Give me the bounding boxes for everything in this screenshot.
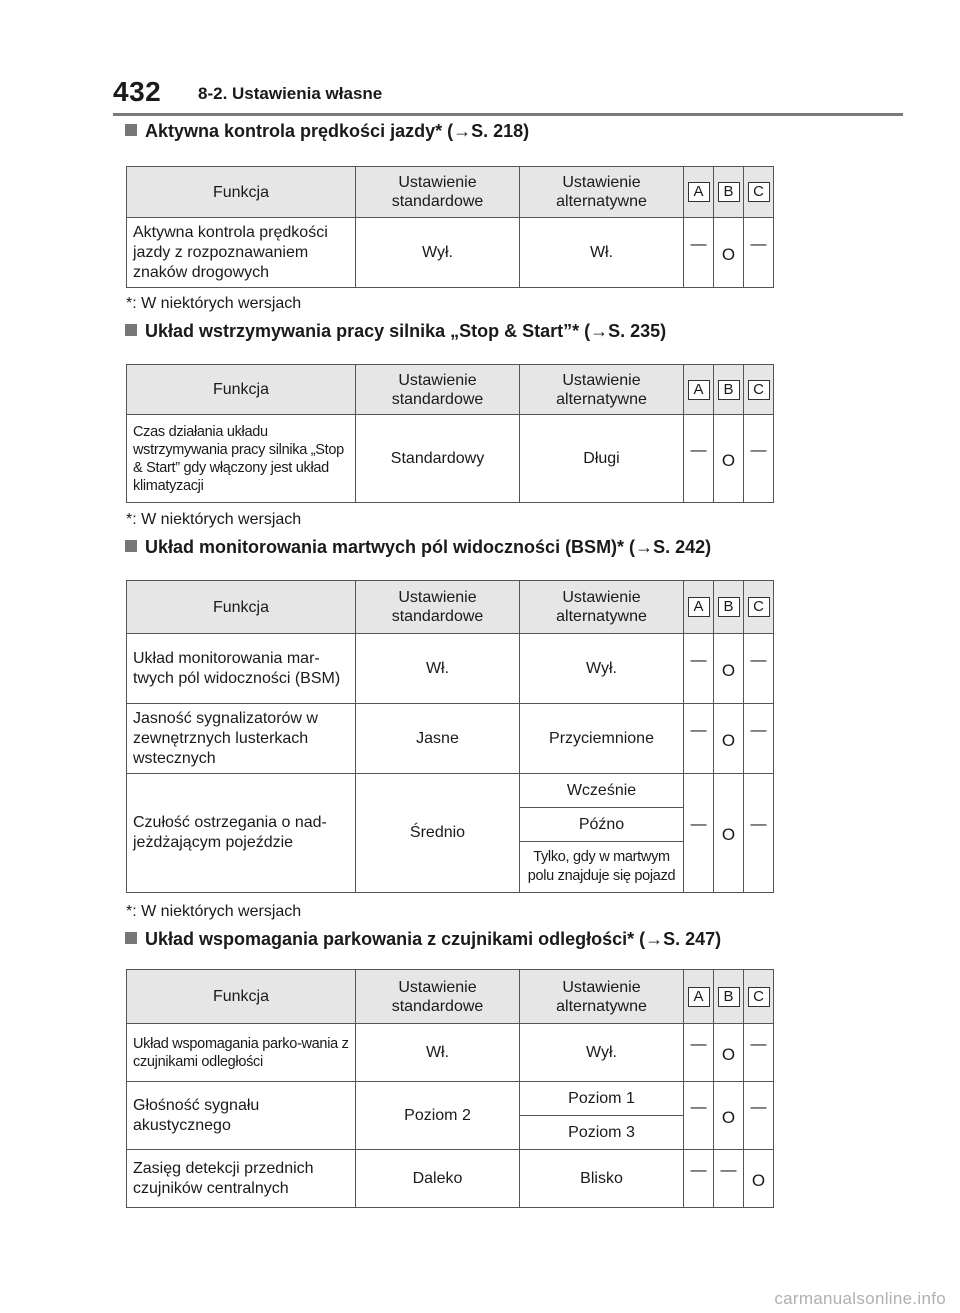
cell-a	[684, 218, 714, 288]
mark: —	[750, 441, 767, 459]
section-parking-sensors	[113, 929, 813, 1197]
abc-box: B	[718, 987, 740, 1007]
standard-cell: Wł.	[356, 1024, 520, 1082]
table-row	[127, 704, 774, 774]
section-bsm	[113, 537, 813, 920]
cell-c	[744, 218, 774, 288]
mark: —	[690, 816, 707, 833]
cell-c	[744, 774, 774, 893]
chapter-title: 8-2. Ustawienia własne	[198, 84, 383, 103]
cell-b	[714, 1082, 744, 1150]
section-title: Układ monitorowania martwych pól widoczności (BSM)* (	[145, 537, 636, 557]
abc-box: A	[688, 182, 710, 202]
cell-a	[684, 1150, 714, 1208]
mark: O	[721, 450, 736, 470]
mark: O	[751, 1170, 766, 1190]
table-header-row	[127, 581, 774, 634]
table-row	[127, 218, 774, 288]
footnote: *: W niektórych wersjach	[126, 903, 302, 920]
cell-a	[684, 704, 714, 774]
cell-a	[684, 1024, 714, 1082]
col-header-alternative: Ustawienie alternatywne	[520, 970, 684, 1024]
function-cell: Aktywna kontrola prędkości jazdy z rozpoznawaniem znaków drogowych	[127, 218, 356, 288]
table-header-row	[127, 970, 774, 1024]
abc-box: C	[748, 597, 770, 617]
col-header-function: Funkcja	[127, 970, 356, 1024]
cell-b	[714, 774, 744, 893]
mark: —	[750, 235, 767, 253]
mark: —	[690, 1161, 707, 1179]
mark: —	[750, 651, 767, 669]
function-cell: Jasność sygnalizatorów w zewnętrznych lusterkach wstecznych	[127, 704, 356, 774]
alternative-option: Tylko, gdy w martwym polu znajduje się pojazd	[520, 842, 684, 893]
alternative-cell: Blisko	[520, 1150, 684, 1208]
col-header-a	[684, 365, 714, 415]
mark: —	[750, 816, 767, 833]
cell-c	[744, 1024, 774, 1082]
abc-box: C	[748, 380, 770, 400]
mark: —	[690, 1035, 707, 1053]
abc-box: C	[748, 987, 770, 1007]
alternative-cell: Przyciemnione	[520, 704, 684, 774]
mark: O	[721, 1044, 736, 1064]
cell-b	[714, 218, 744, 288]
col-header-alternative: Ustawienie alternatywne	[520, 581, 684, 634]
arrow-icon: →	[590, 321, 609, 341]
function-cell: Układ monitorowania mar-twych pól widoczności (BSM)	[127, 634, 356, 704]
section-active-cruise-control	[113, 121, 813, 312]
col-header-function: Funkcja	[127, 365, 356, 415]
cell-a	[684, 774, 714, 893]
square-bullet-icon	[125, 324, 137, 336]
standard-cell: Poziom 2	[356, 1082, 520, 1150]
col-header-standard: Ustawienie standardowe	[356, 167, 520, 218]
mark: —	[750, 1035, 767, 1053]
header-rule	[113, 113, 903, 116]
col-header-a	[684, 970, 714, 1024]
mark: —	[690, 651, 707, 669]
cell-c	[744, 415, 774, 503]
table-header-row	[127, 365, 774, 415]
col-header-standard: Ustawienie standardowe	[356, 581, 520, 634]
arrow-icon: →	[635, 537, 654, 557]
cell-a	[684, 415, 714, 503]
function-cell: Układ wspomagania parko-wania z czujnikami odległości	[127, 1024, 356, 1082]
function-cell: Głośność sygnału akustycznego	[127, 1082, 356, 1150]
table-row	[127, 1150, 774, 1208]
mark: —	[720, 1161, 737, 1179]
cell-c	[744, 1082, 774, 1150]
table-row	[127, 1024, 774, 1082]
cell-b	[714, 1024, 744, 1082]
mark: O	[721, 660, 736, 680]
mark: O	[721, 730, 736, 750]
settings-table	[126, 166, 774, 288]
col-header-b	[714, 970, 744, 1024]
alternative-option: Późno	[520, 808, 684, 842]
cell-b	[714, 634, 744, 704]
table-row	[127, 774, 774, 808]
col-header-function: Funkcja	[127, 167, 356, 218]
page-number: 432	[113, 76, 162, 107]
standard-cell: Daleko	[356, 1150, 520, 1208]
standard-cell: Wył.	[356, 218, 520, 288]
settings-table	[126, 580, 774, 893]
cell-a	[684, 1082, 714, 1150]
col-header-a	[684, 167, 714, 218]
table-row	[127, 634, 774, 704]
page-reference: S. 247)	[663, 929, 722, 949]
mark: O	[721, 825, 736, 844]
table-row	[127, 1082, 774, 1116]
function-cell: Czas działania układu wstrzymywania pracy silnika „Stop & Start” gdy włączony jest układ klimatyzacji	[127, 415, 356, 503]
standard-cell: Średnio	[356, 774, 520, 893]
cell-b	[714, 415, 744, 503]
arrow-icon: →	[453, 121, 472, 141]
settings-table	[126, 969, 774, 1208]
cell-c	[744, 634, 774, 704]
col-header-b	[714, 167, 744, 218]
col-header-c	[744, 970, 774, 1024]
table-header-row	[127, 167, 774, 218]
standard-cell: Wł.	[356, 634, 520, 704]
col-header-c	[744, 167, 774, 218]
cell-c	[744, 704, 774, 774]
function-cell: Czułość ostrzegania o nad-jeżdżającym pojeździe	[127, 774, 356, 893]
abc-box: B	[718, 182, 740, 202]
col-header-function: Funkcja	[127, 581, 356, 634]
page-reference: S. 235)	[608, 321, 667, 341]
table-row	[127, 415, 774, 503]
alternative-cell: Długi	[520, 415, 684, 503]
square-bullet-icon	[125, 932, 137, 944]
page-reference: S. 242)	[653, 537, 712, 557]
alternative-option: Poziom 1	[520, 1082, 684, 1116]
col-header-c	[744, 581, 774, 634]
settings-table	[126, 364, 774, 503]
section-stop-start	[113, 321, 813, 528]
section-heading	[113, 537, 813, 567]
mark: —	[750, 721, 767, 739]
alternative-cell: Wł.	[520, 218, 684, 288]
abc-box: B	[718, 597, 740, 617]
col-header-b	[714, 581, 744, 634]
col-header-standard: Ustawienie standardowe	[356, 365, 520, 415]
col-header-alternative: Ustawienie alternatywne	[520, 365, 684, 415]
col-header-a	[684, 581, 714, 634]
cell-a	[684, 634, 714, 704]
section-title: Układ wspomagania parkowania z czujnikami odległości* (	[145, 929, 646, 949]
alternative-cell: Wył.	[520, 634, 684, 704]
mark: O	[721, 244, 736, 264]
mark: —	[690, 721, 707, 739]
footnote: *: W niektórych wersjach	[126, 511, 302, 528]
arrow-icon: →	[645, 929, 664, 949]
mark: —	[690, 441, 707, 459]
square-bullet-icon	[125, 124, 137, 136]
watermark: carmanualsonline.info	[774, 1289, 946, 1308]
page-reference: S. 218)	[471, 121, 530, 141]
section-heading	[113, 929, 813, 959]
col-header-c	[744, 365, 774, 415]
mark: —	[750, 1098, 767, 1116]
col-header-b	[714, 365, 744, 415]
section-title: Układ wstrzymywania pracy silnika „Stop & Start”* (	[145, 321, 591, 341]
section-heading	[113, 121, 813, 151]
col-header-alternative: Ustawienie alternatywne	[520, 167, 684, 218]
section-title: Aktywna kontrola prędkości jazdy* (	[145, 121, 454, 141]
mark: —	[690, 235, 707, 253]
mark: —	[690, 1098, 707, 1116]
col-header-standard: Ustawienie standardowe	[356, 970, 520, 1024]
cell-b	[714, 704, 744, 774]
section-heading	[113, 321, 813, 351]
function-cell: Zasięg detekcji przednich czujników centralnych	[127, 1150, 356, 1208]
abc-box: A	[688, 597, 710, 617]
mark: O	[721, 1107, 736, 1127]
abc-box: A	[688, 987, 710, 1007]
abc-box: C	[748, 182, 770, 202]
page-header	[0, 0, 960, 120]
alternative-option: Wcześnie	[520, 774, 684, 808]
abc-box: A	[688, 380, 710, 400]
abc-box: B	[718, 380, 740, 400]
cell-b	[714, 1150, 744, 1208]
footnote: *: W niektórych wersjach	[126, 295, 302, 312]
standard-cell: Jasne	[356, 704, 520, 774]
standard-cell: Standardowy	[356, 415, 520, 503]
alternative-option: Poziom 3	[520, 1116, 684, 1150]
cell-c	[744, 1150, 774, 1208]
square-bullet-icon	[125, 540, 137, 552]
alternative-cell: Wył.	[520, 1024, 684, 1082]
